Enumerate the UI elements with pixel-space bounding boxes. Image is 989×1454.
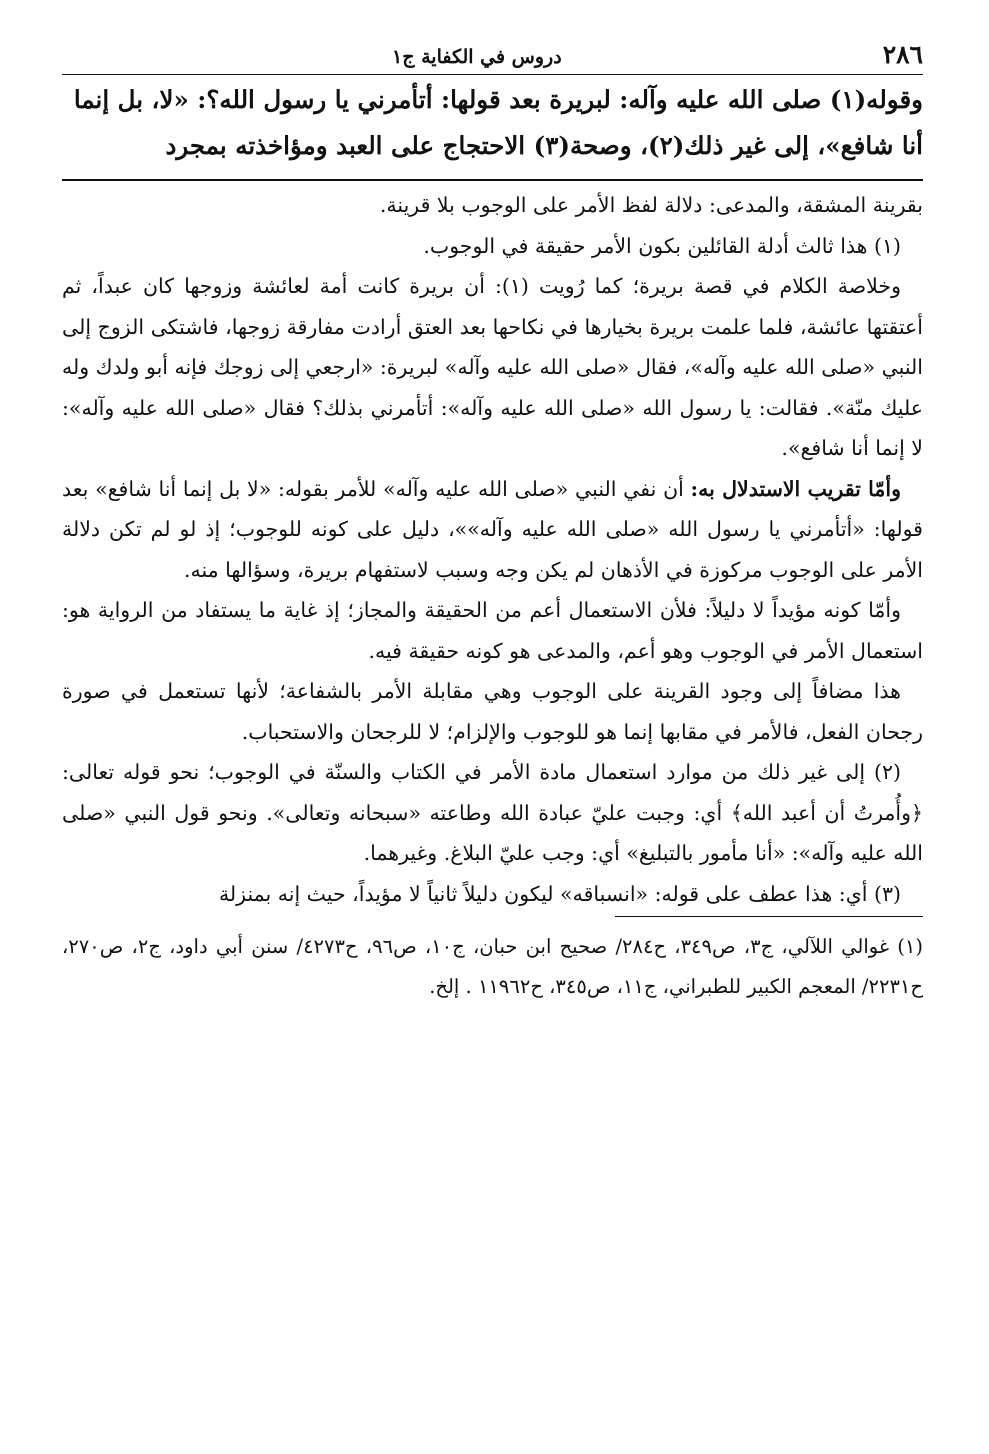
commentary-paragraph-8: (٣) أي: هذا عطف على قوله: «انسباقه» ليكون دليلاً ثانياً لا مؤيداً، حيث إنه بمنزلة (218, 881, 901, 906)
commentary-paragraph-3: وخلاصة الكلام في قصة بريرة؛ كما رُويت (١): أن بريرة كانت أمة لعائشة وزوجها كان عبداً، ثم أعتقتها عائشة، فلما علمت بريرة بخيارها في نكاحها بعد العتق أرادت مفارقة زوجها، فاشتكى الزوج إلى النبي «صلى الله عليه وآله»، فقال «صلى الله عليه وآله» لبريرة: «ارجعي إلى زوجك فإنه أبو ولدك وله عليك منّة». فقالت: يا رسول الله «صلى الله عليه وآله»: أتأمرني بذلك؟ فقال «صلى الله عليه وآله»: لا إنما أنا شافع». (62, 274, 923, 460)
commentary-block (62, 181, 923, 914)
book-title: دروس في الكفاية ج١ (392, 46, 562, 68)
commentary-paragraph-4 (62, 469, 923, 591)
commentary-paragraph-7: (٢) إلى غير ذلك من موارد استعمال مادة الأمر في الكتاب والسنّة في الوجوب؛ نحو قوله تعالى: ﴿وأُمرتُ أن أعبد الله﴾ أي: وجبت عليّ عبادة الله وطاعته «سبحانه وتعالى». ونحو قول النبي «صلى الله عليه وآله»: «أنا مأمور بالتبليغ» أي: وجب عليّ البلاغ. وغيرهما. (62, 760, 923, 865)
footnote-separator-wrap (62, 914, 923, 927)
page-number: ٢٨٦ (882, 40, 923, 69)
footnotes-block (62, 927, 923, 1007)
commentary-paragraph-4-text: أن نفي النبي «صلى الله عليه وآله» للأمر بقوله: «لا بل إنما أنا شافع» بعد قولها: «أتأمرني يا رسول الله «صلى الله عليه وآله»»، دليل على كونه للوجوب؛ إذ لو لم تكن دلالة الأمر على الوجوب مركوزة في الأذهان لم يكن وجه وسبب لاستفهام بريرة، وسؤالها منه. (62, 476, 923, 582)
main-text-line-1: وقوله(١) صلى الله عليه وآله: لبريرة بعد قولها: أتأمرني يا رسول الله؟: «لا، بل إنما (73, 85, 923, 114)
commentary-paragraph-2: (١) هذا ثالث أدلة القائلين بكون الأمر حقيقة في الوجوب. (423, 233, 901, 258)
main-text-line-2: أنا شافع»، إلى غير ذلك(٢)، وصحة(٣) الاحتجاج على العبد ومؤاخذته بمجرد (165, 131, 923, 160)
footnote-separator (615, 916, 923, 917)
running-head (62, 40, 923, 75)
commentary-paragraph-5: وأمّا كونه مؤيداً لا دليلاً: فلأن الاستعمال أعم من الحقيقة والمجاز؛ إذ غاية ما يستفاد من الرواية هو: استعمال الأمر في الوجوب وهو أعم، والمدعى هو كونه حقيقة فيه. (62, 598, 923, 663)
footnote-1: (١) غوالي اللآلي، ج٣، ص٣٤٩، ح٢٨٤/ صحيح ابن حبان، ج١٠، ص٩٦، ح٤٢٧٣/ سنن أبي داود، ج٢، ص٢٧٠، ح٢٢٣١/ المعجم الكبير للطبراني، ج١١، ص٣٤٥، ح١١٩٦٢ . إلخ. (62, 935, 923, 998)
main-text-block (62, 75, 923, 173)
commentary-paragraph-1: بقرينة المشقة، والمدعى: دلالة لفظ الأمر على الوجوب بلا قرينة. (379, 193, 923, 217)
commentary-subheading: وأمّا تقريب الاستدلال به: (690, 476, 901, 501)
commentary-paragraph-6: هذا مضافاً إلى وجود القرينة على الوجوب وهي مقابلة الأمر بالشفاعة؛ لأنها تستعمل في صورة رجحان الفعل، فالأمر في مقابها إنما هو للوجوب والإلزام؛ لا للرجحان والاستحباب. (62, 679, 923, 744)
